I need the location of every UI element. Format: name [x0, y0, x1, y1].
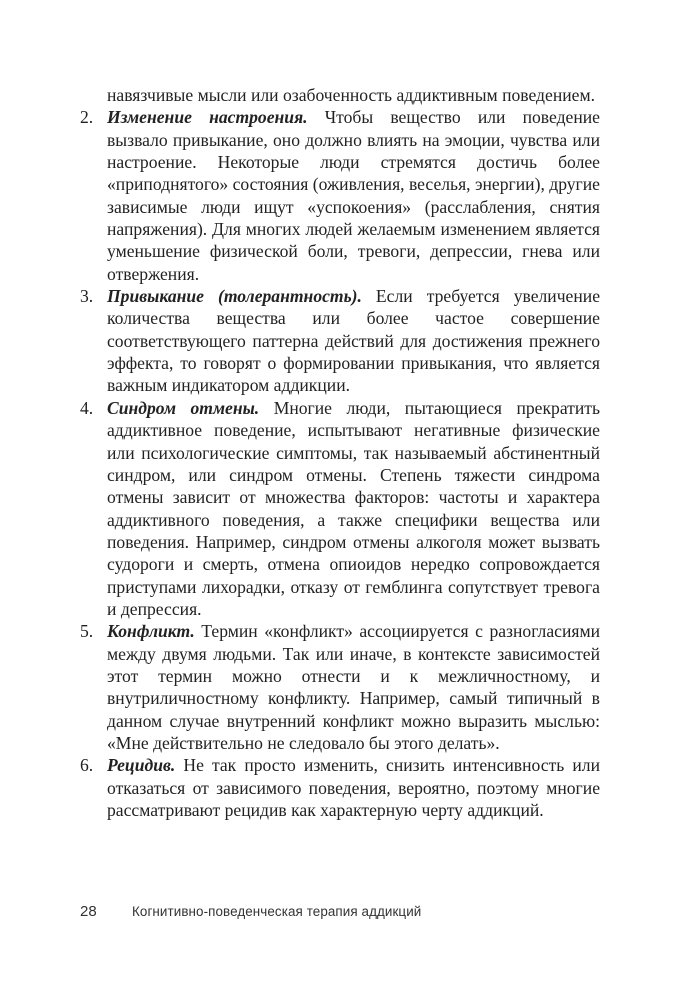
list-item-6 [80, 754, 600, 821]
list-number: 3. [80, 286, 94, 307]
list-number: 5. [80, 621, 94, 642]
continuation-paragraph: навязчивые мысли или озабоченность аддиктивным поведением. [107, 85, 595, 105]
list-item-2 [80, 106, 600, 285]
running-title: Когнитивно-поведенческая терапия аддикций [132, 904, 422, 919]
list-term: Привыкание (толерантность). [107, 286, 362, 307]
list-term: Рецидив. [107, 755, 176, 776]
list-text: Если требуется увеличение количества вещества или более частое совершение соответствующего паттерна действий для достижения прежнего эффекта, то говорят о формировании привыкания, что является важным индикатором аддикции. [107, 286, 600, 396]
list-term: Конфликт. [107, 621, 195, 642]
list-item-3 [80, 285, 600, 397]
list-term: Изменение настроения. [107, 107, 308, 128]
list-item-5 [80, 620, 600, 754]
list-text: Многие люди, пытающиеся прекратить аддиктивное поведение, испытывают негативные физические или психологические симптомы, так называемый абстинентный синдром, или синдром отмены. Степень тяжести синдрома отмены зависит от множества факторов: частоты и характера аддиктивного поведения, а также специфики вещества или поведения. Например, синдром отмены алкоголя может вызвать судороги и смерть, отмена опиоидов нередко сопровождается приступами лихорадки, отказу от гемблинга сопутствует тревога и депрессия. [107, 397, 600, 619]
page-footer [80, 903, 421, 921]
list-item-4 [80, 397, 600, 620]
list-number: 4. [80, 397, 94, 418]
page-number: 28 [80, 903, 97, 920]
list-text: Термин «конфликт» ассоциируется с разногласиями между двумя людьми. Так или иначе, в контексте зависимостей этот термин можно отнести и к межличностному, и внутриличностному конфликту. Например, самый типичный в данном случае внутренний конфликт можно выразить мыслью: «Мне действительно не следовало бы этого делать». [107, 621, 600, 753]
page-body [80, 84, 600, 821]
list-number: 2. [80, 107, 94, 128]
list-term: Синдром отмены. [107, 397, 260, 418]
list-text: Чтобы вещество или поведение вызвало привыкание, оно должно влиять на эмоции, чувства или настроение. Некоторые люди стремятся достичь более «приподнятого» состояния (оживления, веселья, энергии), другие зависимые люди ищут «успокоения» (расслабления, снятия напряжения). Для многих людей желаемым изменением является уменьшение физической боли, тревоги, депрессии, гнева или отвержения. [107, 107, 600, 284]
list-text: Не так просто изменить, снизить интенсивность или отказаться от зависимого поведения, вероятно, поэтому многие рассматривают рецидив как характерную черту аддикций. [107, 755, 600, 820]
list-number: 6. [80, 755, 94, 776]
